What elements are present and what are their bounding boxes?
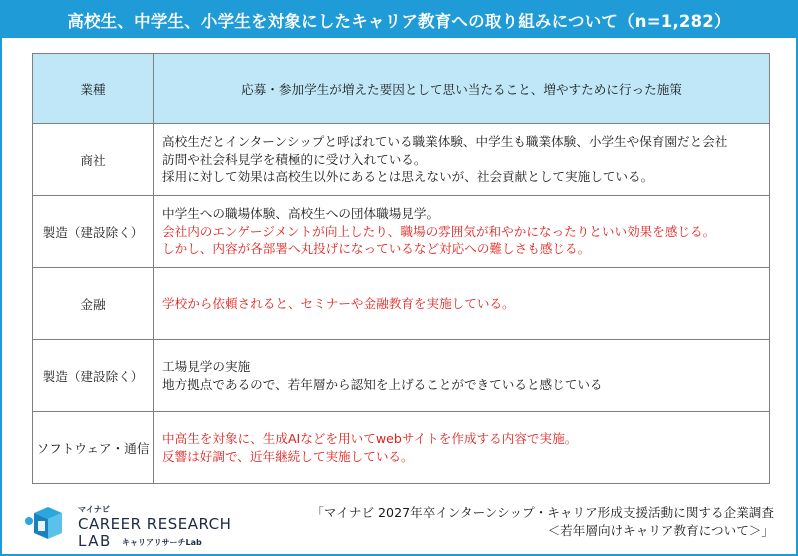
description-line: 中学生への職場体験、高校生への団体職場見学。: [162, 206, 440, 222]
row-description: [154, 196, 770, 268]
description-line-highlight: 会社内のエンゲージメントが向上したり、職場の雰囲気が和やかになったりといい効果を感じる。: [162, 223, 716, 239]
description-line: 採用に対して効果は高校生以外にあるとは思えないが、社会貢献として実施している。: [162, 169, 654, 185]
row-category: 製造（建設除く）: [33, 196, 154, 268]
source-line-2: ＜若年層向けキャリア教育について＞」: [547, 523, 774, 538]
logo-top-text: マイナビ: [78, 505, 110, 514]
table-row: [33, 340, 770, 412]
description-line: 工場見学の実施: [162, 359, 251, 374]
logo-line2: LAB: [78, 532, 112, 550]
page-title: 高校生、中学生、小学生を対象にしたキャリア教育への取り組みについて（n=1,282）: [2, 2, 796, 38]
table-row: [33, 124, 770, 196]
row-category: ソフトウェア・通信: [33, 412, 154, 484]
survey-table: [32, 53, 770, 484]
logo-line1: CAREER RESEARCH: [78, 515, 232, 533]
logo-graphic: [22, 499, 262, 551]
career-research-lab-logo: [22, 499, 262, 551]
header-measures: 応募・参加学生が増えた要因として思い当たること、増やすために行った施策: [154, 54, 770, 124]
header-industry: 業種: [33, 54, 154, 124]
description-line-highlight: しかし、内容が各部署へ丸投げになっているなど対応への難しさも感じる。: [162, 241, 591, 257]
row-category: 金融: [33, 268, 154, 340]
row-description: [154, 340, 770, 412]
row-category: 製造（建設除く）: [33, 340, 154, 412]
row-category: 商社: [33, 124, 154, 196]
table-row: [33, 412, 770, 484]
description-line-highlight: 中高生を対象に、生成AIなどを用いてwebサイトを作成する内容で実施。: [162, 431, 578, 446]
description-line-highlight: 反響は好調で、近年継続して実施している。: [162, 448, 414, 464]
description-line: 訪問や社会科見学を積極的に受け入れている。: [162, 151, 427, 167]
table-header-row: [33, 54, 770, 124]
row-description: [154, 268, 770, 340]
source-line-1: 「マイナビ 2027年卒インターンシップ・キャリア形成支援活動に関する企業調査: [311, 505, 774, 520]
logo-sub-text: キャリアリサーチLab: [122, 538, 202, 547]
row-description: [154, 412, 770, 484]
description-line-highlight: 学校から依頼されると、セミナーや金融教育を実施している。: [162, 295, 515, 311]
source-citation: [311, 504, 774, 540]
description-line: 高校生だとインターンシップと呼ばれている職業体験、中学生も職業体験、小学生や保育園だと会社: [162, 134, 728, 150]
row-description: [154, 124, 770, 196]
table-row: [33, 196, 770, 268]
logo-mark-icon: [25, 507, 62, 539]
table-row: [33, 268, 770, 340]
description-line: 地方拠点であるので、若年層から認知を上げることができていると感じている: [162, 376, 603, 392]
